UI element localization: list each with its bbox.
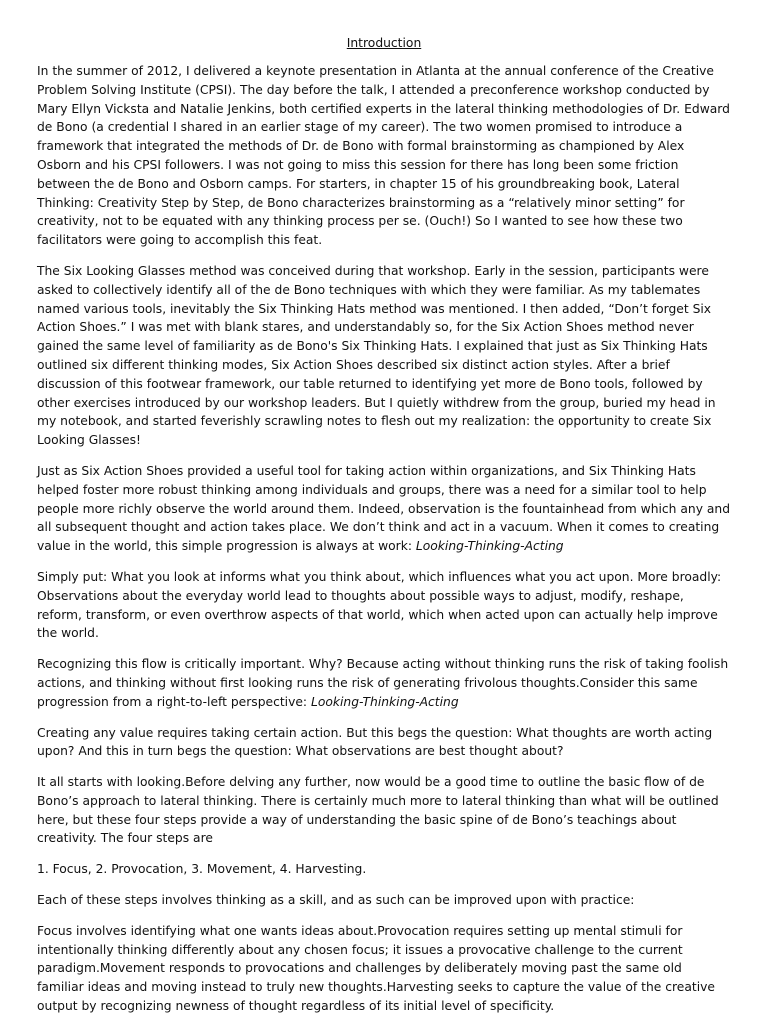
paragraph-text: Recognizing this flow is critically important. Why? Because acting without thinking runs the risk of taking foolish actions, and thinking without first looking runs the risk of generating frivolous thoughts.Consider this same progression from a right-to-left perspective: [37,657,729,709]
paragraph-text: Focus involves identifying what one wants ideas about.Provocation requires setting up mental stimuli for intentionally thinking differently about any chosen focus; it issues a provocative challenge to the current paradigm.Movement responds to provocations and challenges by deliberately moving past the same old familiar ideas and moving instead to truly new thoughts.Harvesting seeks to capture the value of the creative output by recognizing newness of thought regardless of its initial level of specificity. [37,923,715,1014]
paragraph-text: It all starts with looking.Before delving any further, now would be a good time to outline the basic flow of de Bono’s approach to lateral thinking. There is certainly much more to lateral thinking than what will be outlined here, but these four steps provide a way of understanding the basic spine of de Bono’s teachings about creativity. The four steps are [37,775,719,846]
paragraph-5 [37,655,731,711]
paragraph-text: Simply put: What you look at informs what you think about, which influences what you act upon. More broadly: Observations about the everyday world lead to thoughts about possible ways to adjust, modify, reshape, reform, transform, or even overthrow aspects of that world, which when acted upon can actually help improve the world. [37,569,722,641]
paragraph-3 [37,462,731,556]
paragraph-text: Just as Six Action Shoes provided a useful tool for taking action within organizations, and Six Thinking Hats helped foster more robust thinking among individuals and groups, there was a need for a similar tool to help people more richly observe the world around them. Indeed, observation is the fountainhead from which any and all subsequent thought and action takes place. We don’t think and act in a vacuum. When it comes to creating value in the world, this simple progression is always at work: [37,463,731,554]
paragraph-text: In the summer of 2012, I delivered a keynote presentation in Atlanta at the annual conference of the Creative Problem Solving Institute (CPSI). The day before the talk, I attended a preconference workshop conducted by Mary Ellyn Vicksta and Natalie Jenkins, both certified experts in the lateral thinking methodologies of Dr. Edward de Bono (a credential I shared in an earlier stage of my career). The two women promised to introduce a framework that integrated the methods of Dr. de Bono with formal brainstorming as championed by Alex Osborn and his CPSI followers. I was not going to miss this session for there has long been some friction between the de Bono and Osborn camps. For starters, in chapter 15 of his groundbreaking book, Lateral Thinking: Creativity Step by Step, de Bono characterizes brainstorming as a “relatively minor setting” for creativity, not to be equated with any thinking process per se. (Ouch!) So I wanted to see how these two facilitators were going to accomplish this feat. [37,64,730,248]
document-page [37,34,731,1028]
paragraph-2 [37,262,731,450]
paragraph-text: Creating any value requires taking certain action. But this begs the question: What thoughts are worth acting upon? And this in turn begs the question: What observations are best thought about? [37,725,713,759]
emphasis-progression: Looking-Thinking-Acting [415,539,564,554]
paragraph-10 [37,922,731,1016]
page-title: Introduction [346,36,422,50]
paragraph-8 [37,860,731,879]
emphasis-progression: Looking-Thinking-Acting [310,694,459,709]
paragraph-9 [37,891,731,910]
paragraph-text: The Six Looking Glasses method was conceived during that workshop. Early in the session, participants were asked to collectively identify all of the de Bono techniques with which they were familiar. As my tablemates named various tools, inevitably the Six Thinking Hats method was mentioned. I then added, “Don’t forget Six Action Shoes.” I was met with blank stares, and understandably so, for the Six Action Shoes method never gained the same level of familiarity as de Bono's Six Thinking Hats. I explained that just as Six Thinking Hats outlined six different thinking modes, Six Action Shoes described six distinct action styles. After a brief discussion of this footwear framework, our table returned to identifying yet more de Bono tools, followed by other exercises introduced by our workshop leaders. But I quietly withdrew from the group, buried my head in my notebook, and started feverishly scrawling notes to flesh out my realization: the opportunity to create Six Looking Glasses! [37,263,716,448]
paragraph-4 [37,568,731,643]
paragraph-text: Each of these steps involves thinking as a skill, and as such can be improved upon with practice: [37,893,635,908]
paragraph-7 [37,773,731,848]
paragraph-6 [37,724,731,762]
paragraph-text: 1. Focus, 2. Provocation, 3. Movement, 4. Harvesting. [37,862,367,877]
paragraph-1 [37,62,731,250]
